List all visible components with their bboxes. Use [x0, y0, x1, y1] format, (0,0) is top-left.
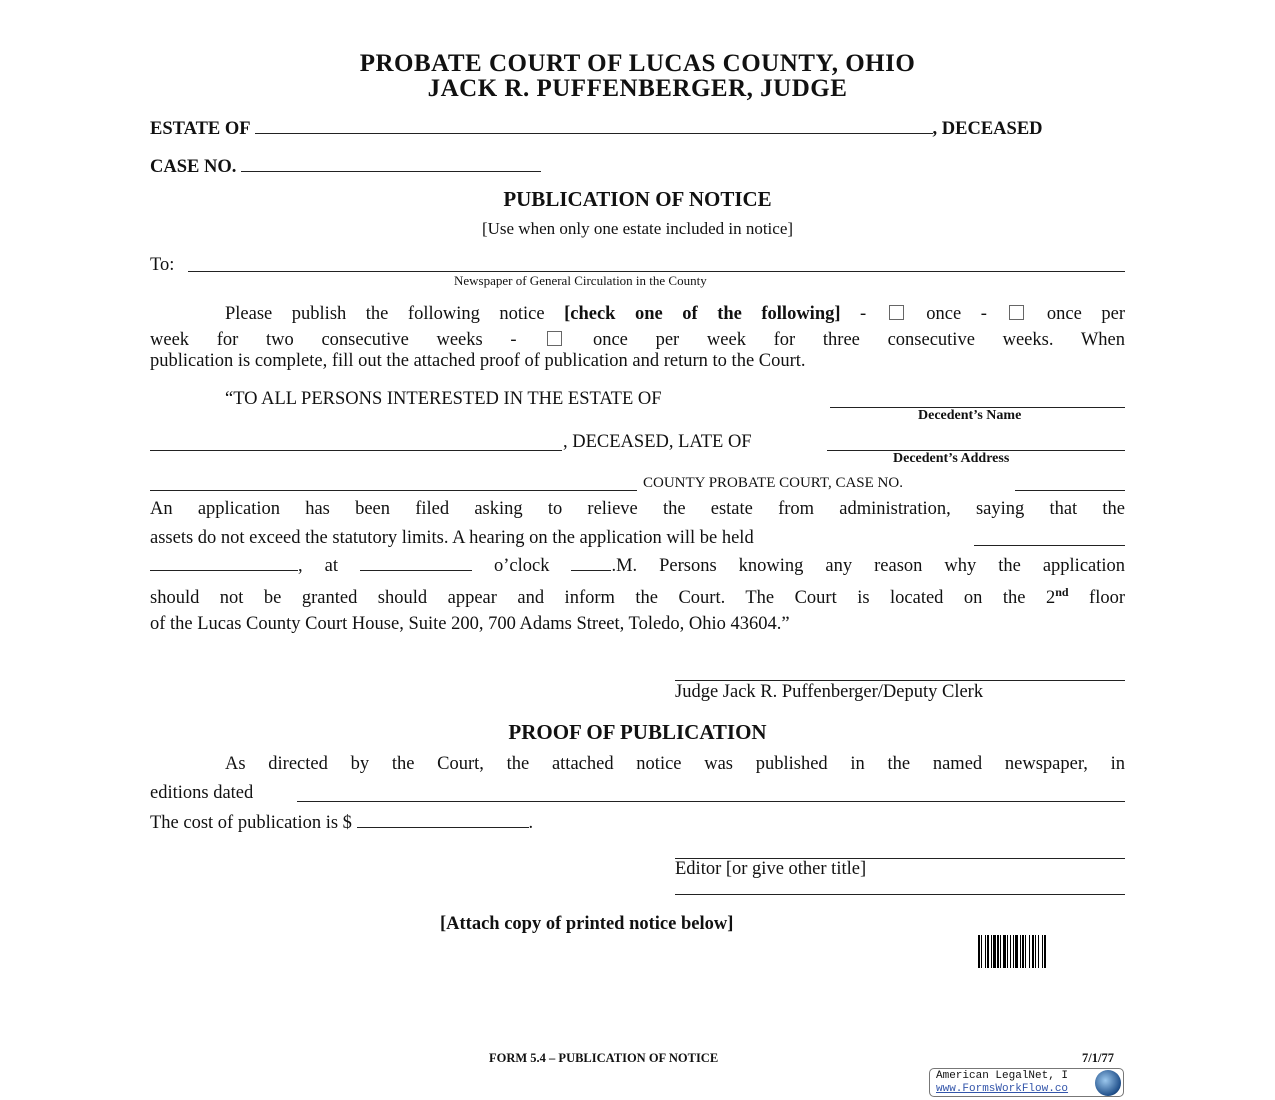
- notice-paragraph-1: An application has been filed asking to relieve the estate from administration, saying that the: [150, 499, 1125, 519]
- proof-line-3: The cost of publication is $ .: [150, 813, 534, 833]
- am-pm-field[interactable]: [571, 556, 611, 571]
- estate-of-line: ESTATE OF , DECEASED: [150, 119, 1043, 139]
- barcode-bar: [1046, 935, 1047, 968]
- to-label: To:: [150, 255, 175, 275]
- instruction-line-2: week for two consecutive weeks - once per week for three consecutive weeks. When: [150, 330, 1125, 350]
- vendor-name: American LegalNet, I: [936, 1070, 1069, 1082]
- notice-line-1: “TO ALL PERSONS INTERESTED IN THE ESTATE OF: [225, 389, 662, 409]
- hearing-date-field-2[interactable]: [150, 556, 298, 571]
- county-field[interactable]: [150, 490, 637, 491]
- cost-field[interactable]: [357, 813, 529, 828]
- judge-name: JACK R. PUFFENBERGER, JUDGE: [427, 75, 848, 102]
- court-name: PROBATE COURT OF LUCAS COUNTY, OHIO: [359, 50, 916, 77]
- editions-dated-field[interactable]: [297, 801, 1125, 802]
- case-no-line: CASE NO.: [150, 157, 541, 178]
- vendor-logo: [929, 1068, 1124, 1097]
- globe-icon: [1095, 1070, 1121, 1096]
- notice-case-no-field[interactable]: [1015, 490, 1125, 491]
- decedent-name-caption: Decedent’s Name: [918, 408, 1022, 423]
- hearing-time-field[interactable]: [360, 556, 472, 571]
- newspaper-field[interactable]: [188, 271, 1125, 272]
- notice-paragraph-2: assets do not exceed the statutory limits. A hearing on the application will be held: [150, 528, 754, 548]
- notice-paragraph-3: , at o’clock .M. Persons knowing any reason why the application: [150, 556, 1125, 577]
- judge-signature-label: Judge Jack R. Puffenberger/Deputy Clerk: [675, 682, 984, 702]
- decedent-name-field-2[interactable]: [150, 450, 562, 451]
- hearing-date-field[interactable]: [974, 545, 1125, 546]
- newspaper-caption: Newspaper of General Circulation in the County: [454, 273, 707, 288]
- judge-signature-field[interactable]: [675, 680, 1125, 681]
- barcode: [978, 935, 1125, 968]
- form-subtitle: [Use when only one estate included in notice]: [481, 219, 794, 238]
- form-date: 7/1/77: [1082, 1051, 1114, 1065]
- proof-title: PROOF OF PUBLICATION: [508, 720, 767, 744]
- checkbox-once[interactable]: [889, 305, 904, 320]
- estate-name-field[interactable]: [255, 119, 933, 134]
- notice-paragraph-4: should not be granted should appear and inform the Court. The Court is located on the 2nd floor: [150, 585, 1126, 609]
- instruction-line-3: publication is complete, fill out the attached proof of publication and return to the Court.: [150, 351, 806, 371]
- proof-line-1: As directed by the Court, the attached notice was published in the named newspaper, in: [225, 754, 1125, 774]
- notice-line-3: COUNTY PROBATE COURT, CASE NO.: [643, 475, 903, 491]
- checkbox-three-weeks[interactable]: [547, 331, 562, 346]
- checkbox-two-weeks[interactable]: [1009, 305, 1024, 320]
- notice-line-2: , DECEASED, LATE OF: [563, 432, 752, 452]
- editor-signature-label: Editor [or give other title]: [675, 859, 867, 879]
- editor-title-field[interactable]: [675, 894, 1125, 895]
- attach-instruction: [Attach copy of printed notice below]: [440, 914, 734, 934]
- instruction-line-1: Please publish the following notice [check one of the following] - once - once per: [225, 304, 1125, 324]
- form-number: FORM 5.4 – PUBLICATION OF NOTICE: [489, 1051, 719, 1065]
- vendor-link[interactable]: www.FormsWorkFlow.co: [936, 1083, 1069, 1095]
- proof-line-2: editions dated: [150, 783, 254, 803]
- case-no-field[interactable]: [241, 157, 541, 172]
- decedent-address-caption: Decedent’s Address: [893, 451, 1010, 466]
- form-title: PUBLICATION OF NOTICE: [503, 187, 772, 211]
- notice-paragraph-5: of the Lucas County Court House, Suite 200, 700 Adams Street, Toledo, Ohio 43604.”: [150, 614, 790, 634]
